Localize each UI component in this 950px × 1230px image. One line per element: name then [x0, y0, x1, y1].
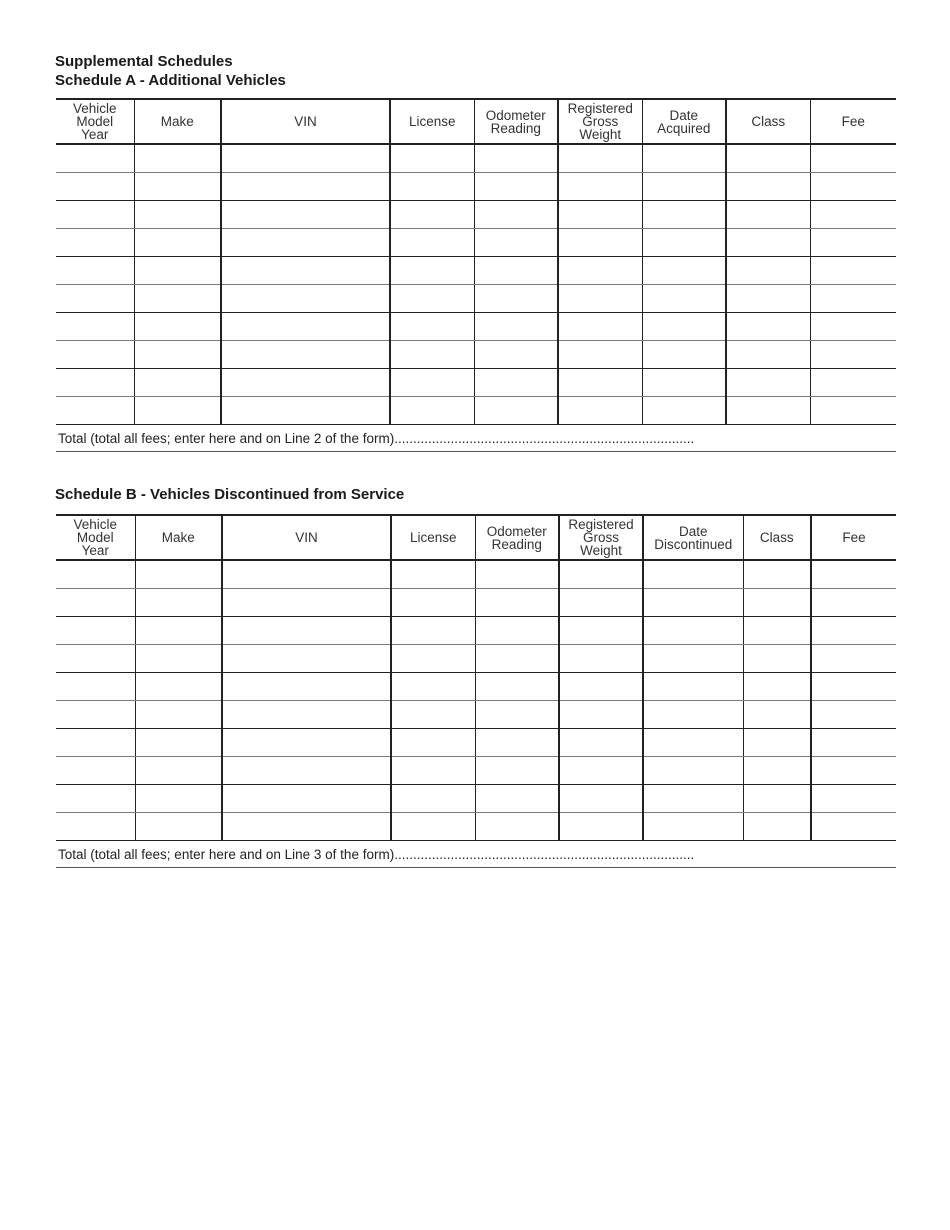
- entry-cell[interactable]: [390, 144, 474, 173]
- entry-cell[interactable]: [390, 229, 474, 257]
- entry-cell[interactable]: [642, 397, 726, 425]
- entry-cell[interactable]: [475, 645, 559, 673]
- entry-cell[interactable]: [134, 397, 221, 425]
- entry-cell[interactable]: [642, 257, 726, 285]
- schedule-b-table: [56, 514, 896, 841]
- entry-cell[interactable]: [474, 313, 558, 341]
- entry-cell[interactable]: [56, 617, 135, 645]
- entry-cell[interactable]: [474, 397, 558, 425]
- entry-cell[interactable]: [726, 144, 810, 173]
- col-header-fee: Fee: [810, 99, 896, 144]
- entry-cell[interactable]: [726, 397, 810, 425]
- entry-cell[interactable]: [811, 785, 896, 813]
- entry-cell[interactable]: [559, 729, 643, 757]
- entry-cell[interactable]: [642, 173, 726, 201]
- entry-cell[interactable]: [558, 369, 642, 397]
- entry-cell[interactable]: [135, 757, 222, 785]
- entry-cell[interactable]: [558, 285, 642, 313]
- entry-cell[interactable]: [134, 313, 221, 341]
- entry-cell[interactable]: [810, 144, 896, 173]
- entry-cell[interactable]: [134, 201, 221, 229]
- col-header-make: Make: [134, 99, 221, 144]
- entry-cell[interactable]: [390, 257, 474, 285]
- col-header-license: License: [391, 515, 475, 560]
- col-header-odometer-reading: Odometer Reading: [474, 99, 558, 144]
- entry-cell[interactable]: [56, 229, 134, 257]
- entry-cell[interactable]: [743, 589, 811, 617]
- entry-cell[interactable]: [643, 701, 743, 729]
- schedule-a-header-row: [56, 99, 896, 144]
- col-header-license: License: [390, 99, 474, 144]
- entry-cell[interactable]: [558, 229, 642, 257]
- entry-cell[interactable]: [559, 673, 643, 701]
- entry-cell[interactable]: [222, 617, 391, 645]
- entry-cell[interactable]: [475, 813, 559, 841]
- entry-cell[interactable]: [474, 369, 558, 397]
- entry-cell[interactable]: [559, 813, 643, 841]
- entry-cell[interactable]: [643, 645, 743, 673]
- entry-cell[interactable]: [135, 729, 222, 757]
- entry-cell[interactable]: [642, 201, 726, 229]
- entry-cell[interactable]: [559, 560, 643, 589]
- entry-cell[interactable]: [391, 813, 475, 841]
- entry-cell[interactable]: [390, 173, 474, 201]
- entry-cell[interactable]: [221, 229, 390, 257]
- entry-cell[interactable]: [810, 285, 896, 313]
- entry-cell[interactable]: [558, 341, 642, 369]
- entry-cell[interactable]: [134, 341, 221, 369]
- entry-cell[interactable]: [391, 785, 475, 813]
- entry-cell[interactable]: [474, 341, 558, 369]
- entry-cell[interactable]: [558, 201, 642, 229]
- entry-cell[interactable]: [135, 701, 222, 729]
- schedule-a-title: Schedule A - Additional Vehicles: [55, 72, 286, 89]
- entry-cell[interactable]: [390, 201, 474, 229]
- entry-cell[interactable]: [743, 729, 811, 757]
- table-row: [56, 757, 896, 785]
- entry-cell[interactable]: [810, 201, 896, 229]
- entry-cell[interactable]: [56, 757, 135, 785]
- entry-cell[interactable]: [743, 701, 811, 729]
- entry-cell[interactable]: [222, 701, 391, 729]
- entry-cell[interactable]: [475, 560, 559, 589]
- entry-cell[interactable]: [726, 173, 810, 201]
- entry-cell[interactable]: [391, 701, 475, 729]
- entry-cell[interactable]: [475, 673, 559, 701]
- col-header-class: Class: [726, 99, 810, 144]
- entry-cell[interactable]: [743, 560, 811, 589]
- entry-cell[interactable]: [221, 397, 390, 425]
- entry-cell[interactable]: [811, 729, 896, 757]
- entry-cell[interactable]: [56, 645, 135, 673]
- table-row: [56, 645, 896, 673]
- entry-cell[interactable]: [726, 257, 810, 285]
- entry-cell[interactable]: [559, 757, 643, 785]
- entry-cell[interactable]: [56, 341, 134, 369]
- entry-cell[interactable]: [475, 757, 559, 785]
- entry-cell[interactable]: [56, 369, 134, 397]
- entry-cell[interactable]: [743, 645, 811, 673]
- entry-cell[interactable]: [743, 813, 811, 841]
- entry-cell[interactable]: [558, 397, 642, 425]
- col-header-date-discontinued: Date Discontinued: [643, 515, 743, 560]
- col-header-registered-gross-weight: Registered Gross Weight: [558, 99, 642, 144]
- entry-cell[interactable]: [221, 201, 390, 229]
- entry-cell[interactable]: [135, 617, 222, 645]
- entry-cell[interactable]: [56, 589, 135, 617]
- entry-cell[interactable]: [558, 173, 642, 201]
- entry-cell[interactable]: [390, 369, 474, 397]
- table-row: [56, 201, 896, 229]
- entry-cell[interactable]: [474, 173, 558, 201]
- entry-cell[interactable]: [726, 369, 810, 397]
- entry-cell[interactable]: [811, 673, 896, 701]
- entry-cell[interactable]: [56, 173, 134, 201]
- entry-cell[interactable]: [56, 201, 134, 229]
- col-header-vehicle-model-year: Vehicle Model Year: [56, 99, 134, 144]
- table-row: [56, 257, 896, 285]
- entry-cell[interactable]: [743, 757, 811, 785]
- entry-cell[interactable]: [134, 285, 221, 313]
- entry-cell[interactable]: [726, 229, 810, 257]
- entry-cell[interactable]: [391, 673, 475, 701]
- entry-cell[interactable]: [222, 785, 391, 813]
- entry-cell[interactable]: [56, 397, 134, 425]
- entry-cell[interactable]: [222, 673, 391, 701]
- table-row: [56, 560, 896, 589]
- entry-cell[interactable]: [221, 144, 390, 173]
- entry-cell[interactable]: [726, 201, 810, 229]
- table-row: [56, 173, 896, 201]
- entry-cell[interactable]: [222, 560, 391, 589]
- entry-cell[interactable]: [56, 257, 134, 285]
- table-row: [56, 397, 896, 425]
- entry-cell[interactable]: [221, 369, 390, 397]
- entry-cell[interactable]: [222, 589, 391, 617]
- table-row: [56, 729, 896, 757]
- entry-cell[interactable]: [135, 813, 222, 841]
- entry-cell[interactable]: [390, 397, 474, 425]
- entry-cell[interactable]: [642, 285, 726, 313]
- entry-cell[interactable]: [222, 757, 391, 785]
- entry-cell[interactable]: [559, 785, 643, 813]
- entry-cell[interactable]: [56, 144, 134, 173]
- entry-cell[interactable]: [221, 257, 390, 285]
- entry-cell[interactable]: [810, 313, 896, 341]
- entry-cell[interactable]: [643, 757, 743, 785]
- entry-cell[interactable]: [559, 701, 643, 729]
- entry-cell[interactable]: [221, 313, 390, 341]
- col-header-vin: VIN: [221, 99, 390, 144]
- entry-cell[interactable]: [810, 341, 896, 369]
- entry-cell[interactable]: [811, 701, 896, 729]
- schedule-b-total-line[interactable]: Total (total all fees; enter here and on Line 3 of the form)................................................................................: [56, 841, 896, 868]
- entry-cell[interactable]: [642, 144, 726, 173]
- entry-cell[interactable]: [134, 144, 221, 173]
- schedule-b-body: [56, 560, 896, 841]
- entry-cell[interactable]: [221, 341, 390, 369]
- entry-cell[interactable]: [559, 645, 643, 673]
- col-header-class: Class: [743, 515, 811, 560]
- col-header-odometer-reading: Odometer Reading: [475, 515, 559, 560]
- entry-cell[interactable]: [56, 285, 134, 313]
- table-row: [56, 285, 896, 313]
- entry-cell[interactable]: [810, 173, 896, 201]
- entry-cell[interactable]: [474, 285, 558, 313]
- entry-cell[interactable]: [642, 369, 726, 397]
- table-row: [56, 617, 896, 645]
- entry-cell[interactable]: [643, 673, 743, 701]
- entry-cell[interactable]: [222, 729, 391, 757]
- entry-cell[interactable]: [475, 617, 559, 645]
- entry-cell[interactable]: [134, 369, 221, 397]
- entry-cell[interactable]: [643, 729, 743, 757]
- table-row: [56, 341, 896, 369]
- table-row: [56, 313, 896, 341]
- entry-cell[interactable]: [56, 729, 135, 757]
- entry-cell[interactable]: [743, 673, 811, 701]
- entry-cell[interactable]: [811, 589, 896, 617]
- entry-cell[interactable]: [474, 201, 558, 229]
- entry-cell[interactable]: [642, 313, 726, 341]
- entry-cell[interactable]: [810, 369, 896, 397]
- entry-cell[interactable]: [726, 285, 810, 313]
- entry-cell[interactable]: [222, 813, 391, 841]
- entry-cell[interactable]: [135, 785, 222, 813]
- entry-cell[interactable]: [811, 813, 896, 841]
- entry-cell[interactable]: [642, 229, 726, 257]
- col-header-date-acquired: Date Acquired: [642, 99, 726, 144]
- entry-cell[interactable]: [56, 785, 135, 813]
- col-header-registered-gross-weight: Registered Gross Weight: [559, 515, 643, 560]
- entry-cell[interactable]: [391, 589, 475, 617]
- col-header-make: Make: [135, 515, 222, 560]
- entry-cell[interactable]: [643, 589, 743, 617]
- entry-cell[interactable]: [811, 645, 896, 673]
- entry-cell[interactable]: [726, 313, 810, 341]
- entry-cell[interactable]: [559, 589, 643, 617]
- col-header-fee: Fee: [811, 515, 896, 560]
- schedule-a-total-line[interactable]: Total (total all fees; enter here and on Line 2 of the form)................................................................................: [56, 425, 896, 452]
- entry-cell[interactable]: [134, 229, 221, 257]
- entry-cell[interactable]: [56, 813, 135, 841]
- entry-cell[interactable]: [56, 701, 135, 729]
- entry-cell[interactable]: [558, 144, 642, 173]
- col-header-vin: VIN: [222, 515, 391, 560]
- table-row: [56, 589, 896, 617]
- entry-cell[interactable]: [743, 785, 811, 813]
- entry-cell[interactable]: [222, 645, 391, 673]
- entry-cell[interactable]: [642, 341, 726, 369]
- entry-cell[interactable]: [56, 560, 135, 589]
- entry-cell[interactable]: [474, 144, 558, 173]
- entry-cell[interactable]: [475, 729, 559, 757]
- table-row: [56, 369, 896, 397]
- entry-cell[interactable]: [391, 617, 475, 645]
- entry-cell[interactable]: [474, 229, 558, 257]
- entry-cell[interactable]: [811, 757, 896, 785]
- table-row: [56, 673, 896, 701]
- entry-cell[interactable]: [643, 560, 743, 589]
- entry-cell[interactable]: [390, 341, 474, 369]
- entry-cell[interactable]: [558, 313, 642, 341]
- entry-cell[interactable]: [221, 285, 390, 313]
- entry-cell[interactable]: [390, 285, 474, 313]
- entry-cell[interactable]: [56, 673, 135, 701]
- entry-cell[interactable]: [56, 313, 134, 341]
- entry-cell[interactable]: [643, 813, 743, 841]
- entry-cell[interactable]: [811, 617, 896, 645]
- table-row: [56, 785, 896, 813]
- table-row: [56, 701, 896, 729]
- schedule-b-title: Schedule B - Vehicles Discontinued from Service: [55, 486, 405, 503]
- entry-cell[interactable]: [643, 617, 743, 645]
- schedule-b-header-row: [56, 515, 896, 560]
- entry-cell[interactable]: [474, 257, 558, 285]
- entry-cell[interactable]: [726, 341, 810, 369]
- entry-cell[interactable]: [135, 560, 222, 589]
- entry-cell[interactable]: [391, 757, 475, 785]
- entry-cell[interactable]: [391, 645, 475, 673]
- entry-cell[interactable]: [135, 645, 222, 673]
- entry-cell[interactable]: [810, 229, 896, 257]
- entry-cell[interactable]: [810, 257, 896, 285]
- schedule-a-body: [56, 144, 896, 425]
- entry-cell[interactable]: [221, 173, 390, 201]
- entry-cell[interactable]: [475, 701, 559, 729]
- entry-cell[interactable]: [558, 257, 642, 285]
- entry-cell[interactable]: [811, 560, 896, 589]
- entry-cell[interactable]: [134, 257, 221, 285]
- entry-cell[interactable]: [810, 397, 896, 425]
- entry-cell[interactable]: [559, 617, 643, 645]
- entry-cell[interactable]: [475, 589, 559, 617]
- entry-cell[interactable]: [135, 589, 222, 617]
- entry-cell[interactable]: [390, 313, 474, 341]
- entry-cell[interactable]: [475, 785, 559, 813]
- entry-cell[interactable]: [391, 729, 475, 757]
- entry-cell[interactable]: [391, 560, 475, 589]
- entry-cell[interactable]: [743, 617, 811, 645]
- table-row: [56, 813, 896, 841]
- entry-cell[interactable]: [643, 785, 743, 813]
- entry-cell[interactable]: [134, 173, 221, 201]
- table-row: [56, 144, 896, 173]
- table-row: [56, 229, 896, 257]
- page-title: Supplemental Schedules: [55, 53, 233, 70]
- entry-cell[interactable]: [135, 673, 222, 701]
- schedule-a-table: [56, 98, 896, 425]
- col-header-vehicle-model-year: Vehicle Model Year: [56, 515, 135, 560]
